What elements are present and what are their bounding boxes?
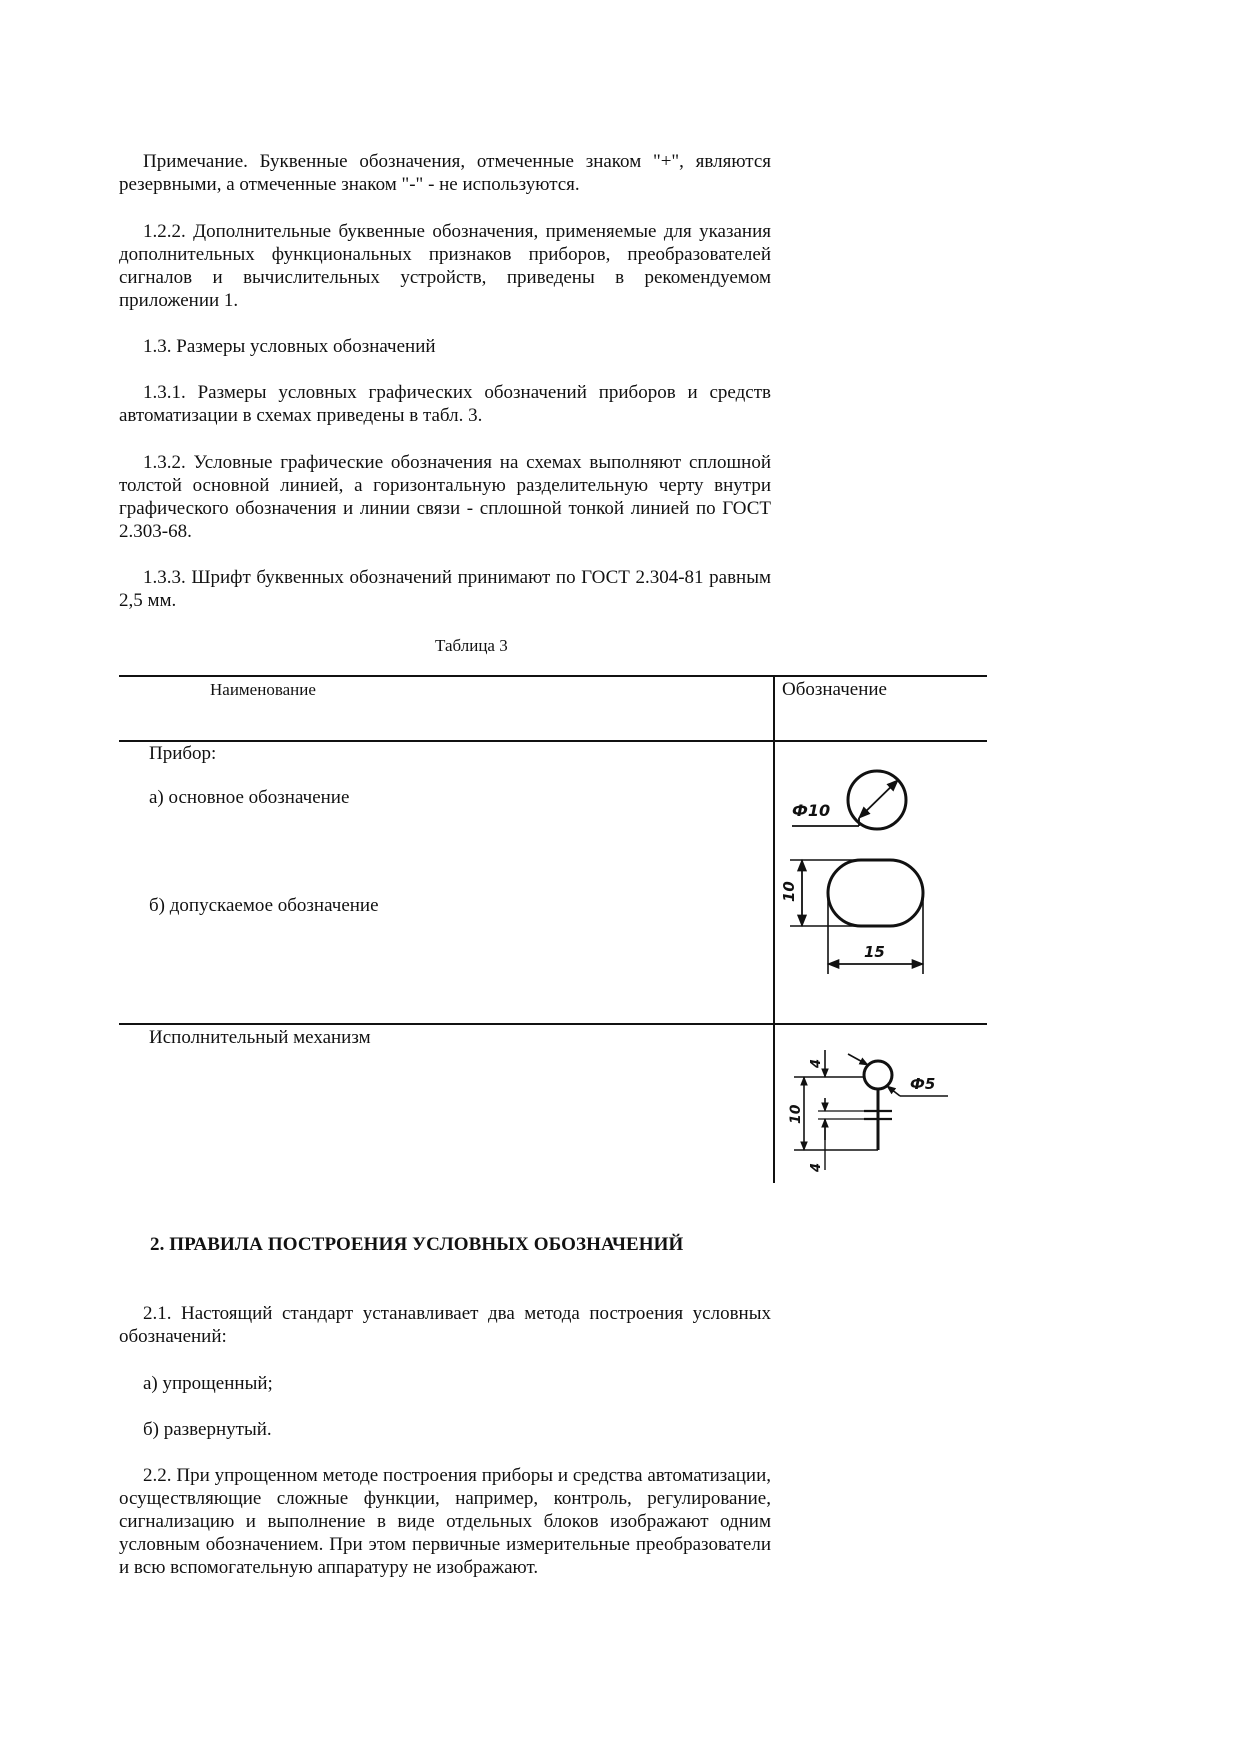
section-2-heading: 2. ПРАВИЛА ПОСТРОЕНИЯ УСЛОВНЫХ ОБОЗНАЧЕНИЙ	[150, 1234, 684, 1255]
row-instrument-title: Прибор:	[149, 743, 217, 764]
table-top-rule	[119, 675, 987, 677]
paragraph-2-2: 2.2. При упрощенном методе построения приборы и средства автоматизации, осуществляющие сложные функции, например, контроль, регулирование, сигнализацию и выполнение в виде отдельных блоков изображают одним условным обозначением. При этом первичные измерительные преобразователи и всю вспомогательную аппаратуру не изображают.	[119, 1465, 771, 1578]
table-column-divider	[773, 675, 775, 1183]
paragraph-2-1-b: б) развернутый.	[143, 1419, 272, 1440]
paragraph-2-1: 2.1. Настоящий стандарт устанавливает два метода построения условных обозначений:	[119, 1303, 771, 1347]
paragraph-1-2-2: 1.2.2. Дополнительные буквенные обозначения, применяемые для указания дополнительных функциональных признаков приборов, преобразователей сигналов и вычислительных устройств, приведены в рекомендуемом приложении 1.	[119, 221, 771, 311]
table-header-rule	[119, 740, 987, 742]
row-instrument-item-b: б) допускаемое обозначение	[149, 895, 379, 916]
table-row-divider	[119, 1023, 987, 1025]
row-actuator-title: Исполнительный механизм	[149, 1027, 371, 1048]
dim-label-width-15: 15	[864, 943, 885, 961]
header-symbol: Обозначение	[782, 679, 887, 700]
actuator-symbol	[780, 1040, 960, 1180]
instrument-basic-symbol	[780, 760, 930, 840]
instrument-alt-symbol	[780, 852, 940, 982]
paragraph-1-3: 1.3. Размеры условных обозначений	[143, 336, 436, 357]
paragraph-1-3-3: 1.3.3. Шрифт буквенных обозначений принимают по ГОСТ 2.304-81 равным 2,5 мм.	[119, 567, 771, 611]
dim-label-top-4: 4	[809, 1058, 824, 1068]
row-instrument-item-a: а) основное обозначение	[149, 787, 350, 808]
paragraph-1-3-1: 1.3.1. Размеры условных графических обозначений приборов и средств автоматизации в схемах приведены в табл. 3.	[119, 382, 771, 426]
table-caption: Таблица 3	[435, 636, 508, 655]
header-name: Наименование	[210, 680, 316, 699]
note-paragraph: Примечание. Буквенные обозначения, отмеченные знаком "+", являются резервными, а отмеченные знаком "-" - не используются.	[119, 151, 771, 195]
paragraph-2-1-a: а) упрощенный;	[143, 1373, 273, 1394]
dim-label-actuator-height-10: 10	[788, 1104, 804, 1124]
dim-label-phi5: Ф5	[910, 1075, 936, 1093]
dim-label-phi10: Ф10	[792, 801, 831, 820]
dim-label-height-10: 10	[780, 881, 798, 902]
paragraph-1-3-2: 1.3.2. Условные графические обозначения на схемах выполняют сплошной толстой основной линией, а горизонтальную разделительную черту внутри графического обозначения и линии связи - сплошной тонкой линией по ГОСТ 2.303-68.	[119, 452, 771, 542]
dim-label-bottom-4: 4	[809, 1162, 824, 1172]
